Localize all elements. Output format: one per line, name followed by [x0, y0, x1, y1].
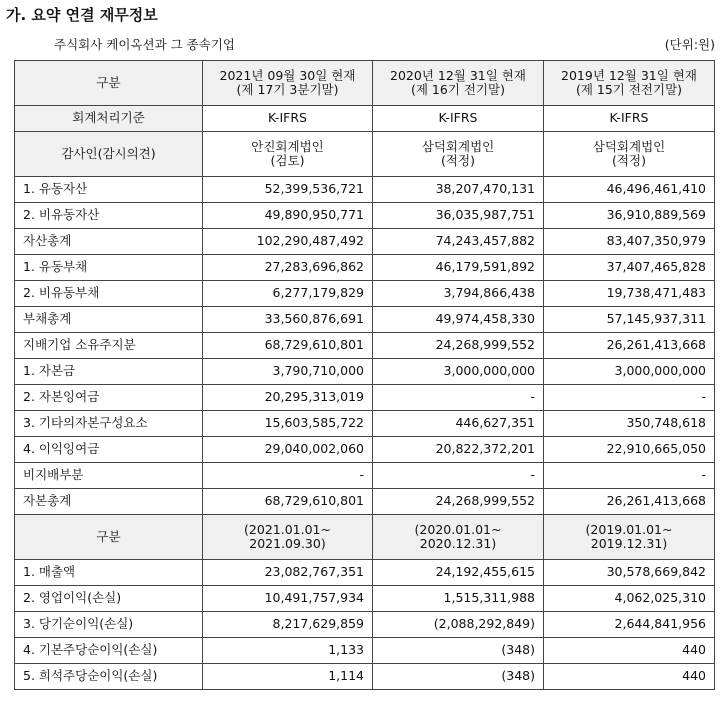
- period-header-label: 구분: [15, 515, 203, 560]
- row-value: 350,748,618: [544, 411, 715, 437]
- row-value: 102,290,487,492: [203, 229, 373, 255]
- row-label: 지배기업 소유주지분: [15, 333, 203, 359]
- row-value: 1,114: [203, 664, 373, 690]
- auditor-value: 안진회계법인 (검토): [203, 132, 373, 177]
- table-row: [15, 437, 715, 463]
- period-range: (2019.01.01~ 2019.12.31): [544, 515, 715, 560]
- row-label: 2. 비유동자산: [15, 203, 203, 229]
- row-value: (348): [373, 638, 544, 664]
- row-value: 83,407,350,979: [544, 229, 715, 255]
- table-row: [15, 203, 715, 229]
- row-value: 36,910,889,569: [544, 203, 715, 229]
- header-period-col: 2019년 12월 31일 현재 (제 15기 전전기말): [544, 61, 715, 106]
- row-value: 1,515,311,988: [373, 586, 544, 612]
- table-row: [15, 255, 715, 281]
- header-period-col: 2020년 12월 31일 현재 (제 16기 전기말): [373, 61, 544, 106]
- row-label: 2. 자본잉여금: [15, 385, 203, 411]
- period-header-row: [15, 515, 715, 560]
- row-label: 자산총계: [15, 229, 203, 255]
- row-value: 440: [544, 638, 715, 664]
- row-value: 4,062,025,310: [544, 586, 715, 612]
- table-row: [15, 333, 715, 359]
- row-label: 5. 희석주당순이익(손실): [15, 664, 203, 690]
- standard-value: K-IFRS: [203, 106, 373, 132]
- row-value: 68,729,610,801: [203, 489, 373, 515]
- row-value: -: [203, 463, 373, 489]
- standard-value: K-IFRS: [544, 106, 715, 132]
- row-value: 49,890,950,771: [203, 203, 373, 229]
- row-value: 36,035,987,751: [373, 203, 544, 229]
- row-label: 1. 유동자산: [15, 177, 203, 203]
- row-value: 20,822,372,201: [373, 437, 544, 463]
- table-row: [15, 385, 715, 411]
- row-value: 74,243,457,882: [373, 229, 544, 255]
- row-label: 1. 자본금: [15, 359, 203, 385]
- table-row: [15, 229, 715, 255]
- table-row: [15, 411, 715, 437]
- header-period-col: 2021년 09월 30일 현재 (제 17기 3분기말): [203, 61, 373, 106]
- header-label: 구분: [15, 61, 203, 106]
- row-value: 46,179,591,892: [373, 255, 544, 281]
- row-label: 2. 영업이익(손실): [15, 586, 203, 612]
- table-row: [15, 359, 715, 385]
- row-label: 4. 기본주당순이익(손실): [15, 638, 203, 664]
- row-value: 46,496,461,410: [544, 177, 715, 203]
- row-label: 자본총계: [15, 489, 203, 515]
- row-value: 8,217,629,859: [203, 612, 373, 638]
- row-label: 3. 당기순이익(손실): [15, 612, 203, 638]
- unit-label: (단위:원): [664, 37, 715, 52]
- table-row: [15, 489, 715, 515]
- row-value: 22,910,665,050: [544, 437, 715, 463]
- row-value: 30,578,669,842: [544, 560, 715, 586]
- row-value: 68,729,610,801: [203, 333, 373, 359]
- row-value: 37,407,465,828: [544, 255, 715, 281]
- row-value: 29,040,002,060: [203, 437, 373, 463]
- row-value: -: [544, 385, 715, 411]
- header-row: [15, 61, 715, 106]
- row-value: -: [544, 463, 715, 489]
- table-row: [15, 281, 715, 307]
- row-label: 3. 기타의자본구성요소: [15, 411, 203, 437]
- row-label: 4. 이익잉여금: [15, 437, 203, 463]
- row-label: 2. 비유동부채: [15, 281, 203, 307]
- row-value: 2,644,841,956: [544, 612, 715, 638]
- row-value: 26,261,413,668: [544, 489, 715, 515]
- row-value: 24,268,999,552: [373, 489, 544, 515]
- table-row: [15, 307, 715, 333]
- row-label: 비지배부분: [15, 463, 203, 489]
- row-value: 33,560,876,691: [203, 307, 373, 333]
- row-value: 446,627,351: [373, 411, 544, 437]
- row-value: 3,000,000,000: [373, 359, 544, 385]
- row-value: 6,277,179,829: [203, 281, 373, 307]
- table-row: [15, 638, 715, 664]
- row-value: (2,088,292,849): [373, 612, 544, 638]
- row-value: 52,399,536,721: [203, 177, 373, 203]
- row-value: 26,261,413,668: [544, 333, 715, 359]
- row-value: 15,603,585,722: [203, 411, 373, 437]
- table-row: [15, 612, 715, 638]
- section-title: 가. 요약 연결 재무정보: [6, 6, 158, 24]
- row-value: 19,738,471,483: [544, 281, 715, 307]
- row-value: 57,145,937,311: [544, 307, 715, 333]
- auditor-value: 삼덕회계법인 (적정): [373, 132, 544, 177]
- row-value: 24,192,455,615: [373, 560, 544, 586]
- row-value: 27,283,696,862: [203, 255, 373, 281]
- standard-label: 회계처리기준: [15, 106, 203, 132]
- financial-table: [14, 60, 715, 690]
- row-value: 38,207,470,131: [373, 177, 544, 203]
- row-value: 440: [544, 664, 715, 690]
- table-row: [15, 177, 715, 203]
- period-range: (2021.01.01~ 2021.09.30): [203, 515, 373, 560]
- row-label: 부채총계: [15, 307, 203, 333]
- row-value: 20,295,313,019: [203, 385, 373, 411]
- standard-value: K-IFRS: [373, 106, 544, 132]
- row-value: (348): [373, 664, 544, 690]
- table-row: [15, 463, 715, 489]
- standard-row: [15, 106, 715, 132]
- table-row: [15, 586, 715, 612]
- row-label: 1. 매출액: [15, 560, 203, 586]
- auditor-label: 감사인(감시의견): [15, 132, 203, 177]
- row-label: 1. 유동부채: [15, 255, 203, 281]
- table-row: [15, 560, 715, 586]
- row-value: 10,491,757,934: [203, 586, 373, 612]
- period-range: (2020.01.01~ 2020.12.31): [373, 515, 544, 560]
- row-value: 1,133: [203, 638, 373, 664]
- row-value: 3,794,866,438: [373, 281, 544, 307]
- row-value: 49,974,458,330: [373, 307, 544, 333]
- row-value: 3,790,710,000: [203, 359, 373, 385]
- auditor-value: 삼덕회계법인 (적정): [544, 132, 715, 177]
- table-row: [15, 664, 715, 690]
- row-value: 23,082,767,351: [203, 560, 373, 586]
- company-name: 주식회사 케이옥션과 그 종속기업: [54, 37, 235, 52]
- row-value: -: [373, 463, 544, 489]
- row-value: 3,000,000,000: [544, 359, 715, 385]
- row-value: -: [373, 385, 544, 411]
- row-value: 24,268,999,552: [373, 333, 544, 359]
- auditor-row: [15, 132, 715, 177]
